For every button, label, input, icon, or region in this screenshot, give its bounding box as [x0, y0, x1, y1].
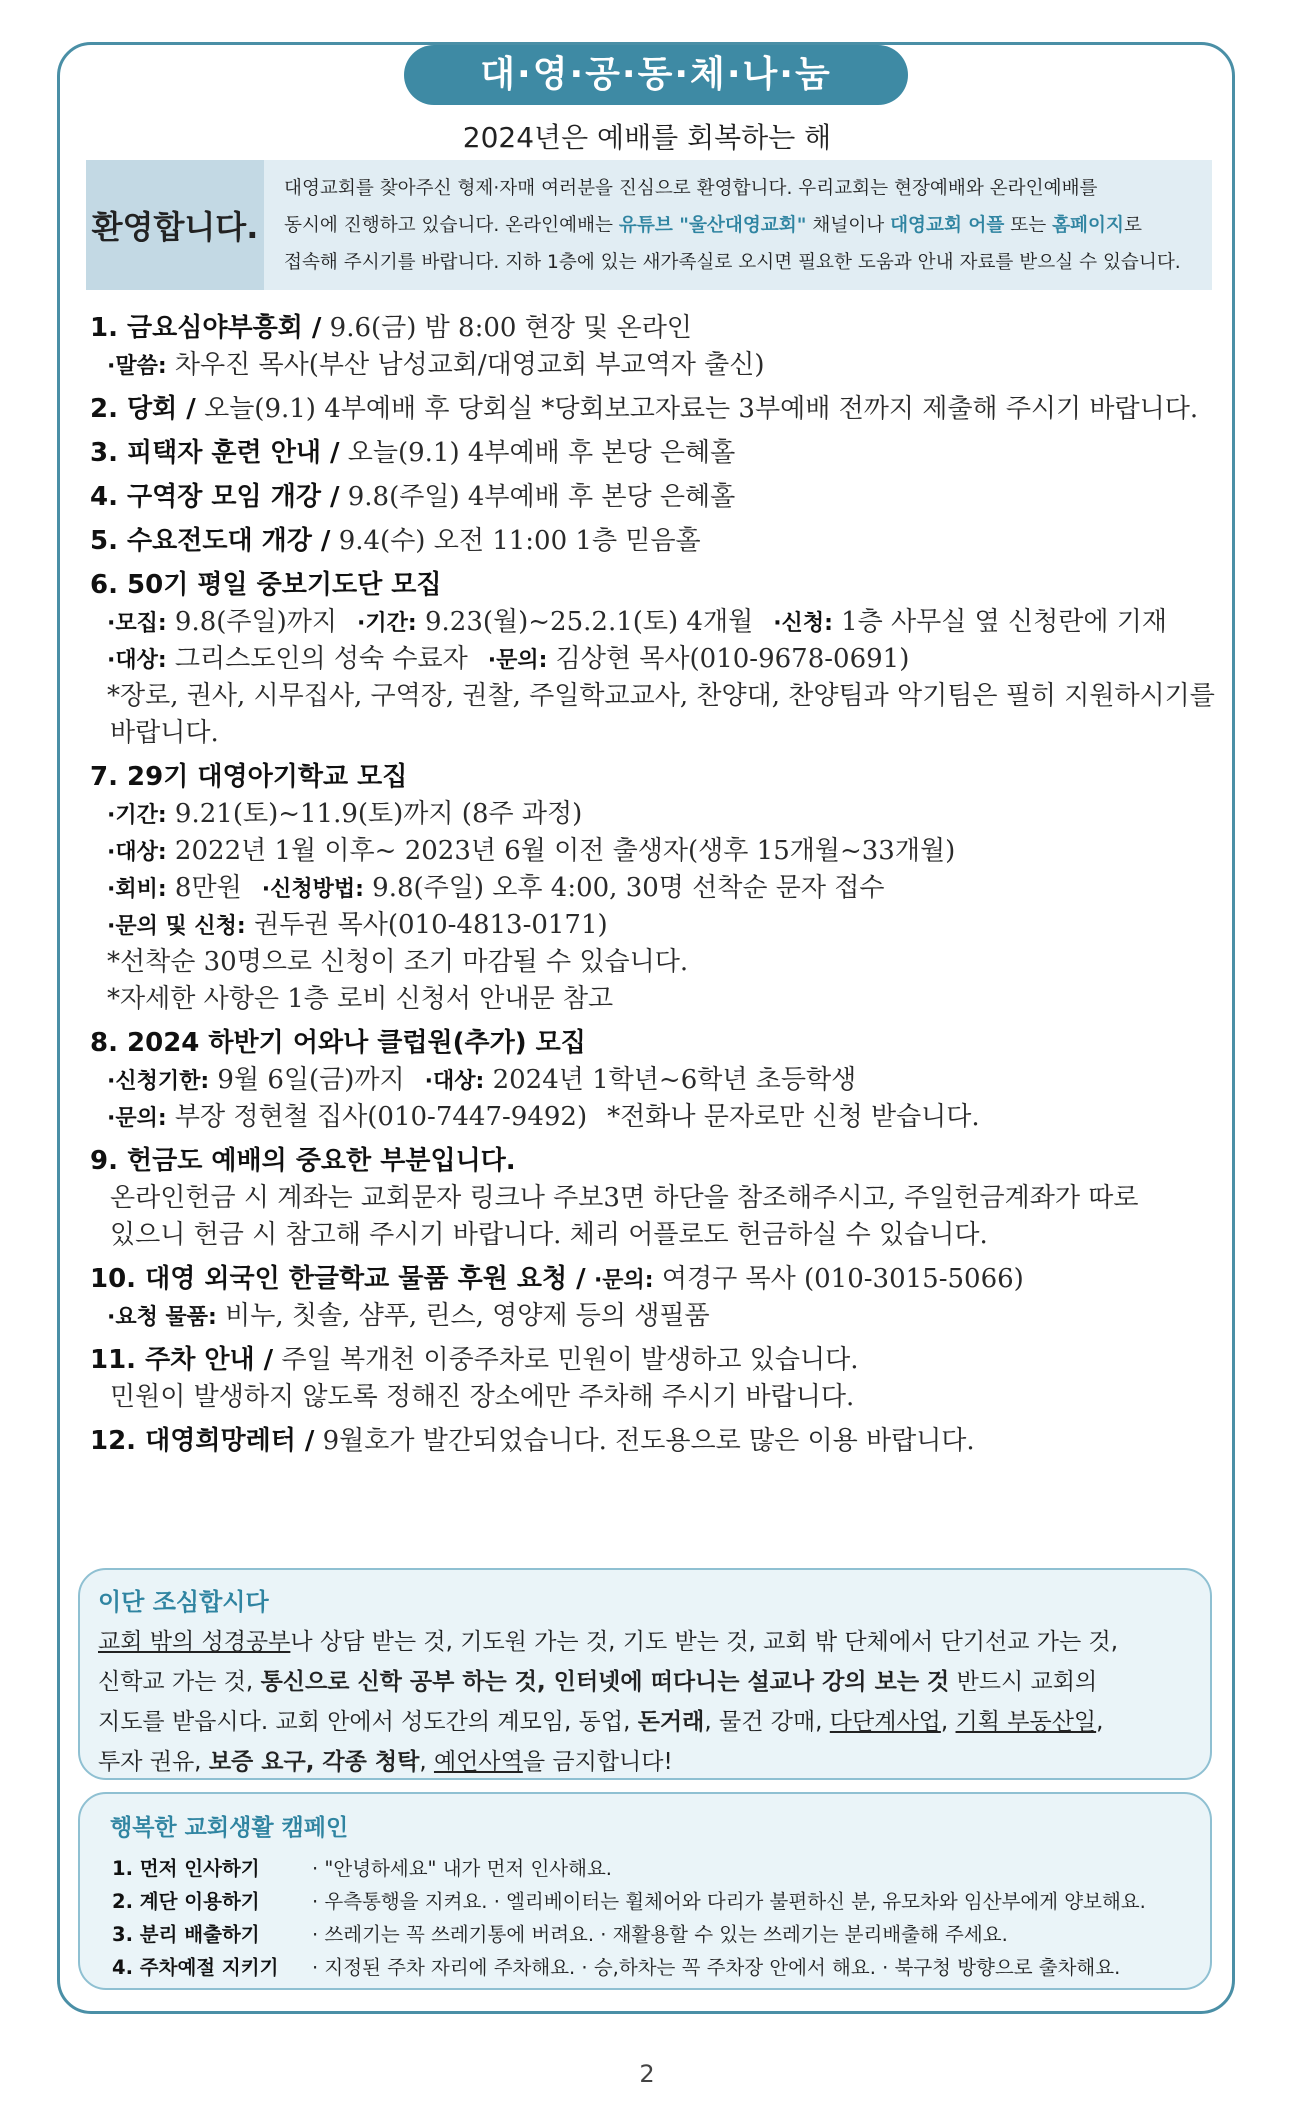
- item-heading: 3. 피택자 훈련 안내 /: [90, 438, 340, 468]
- heresy-warning-text: [98, 1622, 1184, 1782]
- warning-text-span: 지도를 받읍시다. 교회 안에서 성도간의 계모임, 동업,: [98, 1709, 638, 1735]
- campaign-row: [110, 1951, 1184, 1984]
- campaign-row: [110, 1918, 1184, 1951]
- item-heading: 8. 2024 하반기 어와나 클럽원(추가) 모집: [90, 1028, 586, 1058]
- item-label: ·신청:: [773, 611, 833, 636]
- warning-text-span: , 물건 강매,: [704, 1709, 830, 1735]
- welcome-text-span: 채널이나: [806, 215, 891, 236]
- item-text: 그리스도인의 성숙 수료자: [166, 644, 468, 674]
- announcement-item-9: [90, 1143, 1220, 1254]
- announcement-item-3: [90, 435, 1220, 472]
- item-text: 9월 6일(금)까지: [209, 1065, 405, 1095]
- campaign-row-text: · 쓰레기는 꼭 쓰레기통에 버려요. · 재활용할 수 있는 쓰레기는 분리배출해 주세요.: [312, 1923, 1008, 1946]
- warning-text-span: ,: [419, 1749, 434, 1775]
- item-text: 김상현 목사(010-9678-0691): [547, 644, 910, 674]
- item-heading: 4. 구역장 모임 개강 /: [90, 482, 340, 512]
- item-heading: 9. 헌금도 예배의 중요한 부분입니다.: [90, 1146, 516, 1176]
- item-label: ·문의 및 신청:: [107, 914, 246, 939]
- item-text: 8만원: [166, 873, 242, 903]
- item-text: 권두권 목사(010-4813-0171): [245, 910, 608, 940]
- heresy-warning-title: 이단 조심합시다: [98, 1588, 269, 1616]
- campaign-row: [110, 1885, 1184, 1918]
- item-text: 9.8(주일) 4부예배 후 본당 은혜홀: [339, 482, 736, 512]
- page-title: 대·영·공·동·체·나·눔: [404, 45, 908, 105]
- item-heading: 11. 주차 안내 /: [90, 1345, 274, 1375]
- warning-text-span: 을 금지합니다!: [522, 1749, 673, 1775]
- campaign-row-name: 1. 먼저 인사하기: [112, 1857, 260, 1880]
- warning-text-span: 반드시 교회의: [949, 1669, 1098, 1695]
- welcome-line: [284, 207, 1196, 244]
- campaign-row-text: · 지정된 주차 자리에 주차해요. · 승,하차는 꼭 주차장 안에서 해요. · 북구청 방향으로 출차해요.: [312, 1956, 1121, 1979]
- campaign-title: 행복한 교회생활 캠페인: [110, 1815, 349, 1841]
- announcement-item-6: [90, 567, 1220, 752]
- item-label: ·대상:: [107, 840, 167, 865]
- warning-text-span: 나 상담 받는 것, 기도원 가는 것, 기도 받는 것, 교회 밖 단체에서 단기선교 가는 것,: [290, 1629, 1119, 1655]
- item-heading: 1. 금요심야부흥회 /: [90, 313, 322, 343]
- warning-text-span: 교회 밖의 성경공부: [98, 1629, 291, 1655]
- warning-text-span: 예언사역: [433, 1749, 523, 1775]
- homepage: 홈페이지: [1052, 215, 1124, 236]
- item-note: *선착순 30명으로 신청이 조기 마감될 수 있습니다.: [107, 947, 689, 977]
- item-text: 여경구 목사 (010-3015-5066): [653, 1264, 1024, 1294]
- announcement-item-2: [90, 391, 1220, 428]
- item-label: ·기간:: [357, 611, 417, 636]
- item-text: 주일 복개천 이중주차로 민원이 발생하고 있습니다.: [273, 1345, 859, 1375]
- item-text: 9.21(토)~11.9(토)까지 (8주 과정): [166, 799, 583, 829]
- item-note: *자세한 사항은 1층 로비 신청서 안내문 참고: [107, 984, 614, 1014]
- item-label: ·모집:: [107, 611, 167, 636]
- campaign-row: [110, 1852, 1184, 1885]
- item-text: 민원이 발생하지 않도록 정해진 장소에만 주차해 주시기 바랍니다.: [110, 1382, 855, 1412]
- item-label: ·문의:: [107, 1106, 167, 1131]
- announcement-item-8: [90, 1025, 1220, 1136]
- announcement-item-11: [90, 1342, 1220, 1416]
- announcement-item-5: [90, 523, 1220, 560]
- item-label: ·대상:: [424, 1069, 485, 1094]
- item-text: 2024년 1학년~6학년 초등학생: [484, 1065, 857, 1095]
- welcome-line: 대영교회를 찾아주신 형제·자매 여러분을 진심으로 환영합니다. 우리교회는 현장예배와 온라인예배를: [284, 178, 1098, 199]
- announcement-item-7: [90, 759, 1220, 1018]
- item-label: ·신청방법:: [261, 877, 364, 902]
- warning-text-span: 다단계사업: [829, 1709, 941, 1735]
- announcement-item-10: [90, 1261, 1220, 1335]
- item-text: 있으니 헌금 시 참고해 주시기 바랍니다. 체리 어플로도 헌금하실 수 있습니다.: [110, 1220, 988, 1250]
- church-app: 대영교회 어플: [890, 215, 1005, 236]
- item-text: 오늘(9.1) 4부예배 후 당회실 *당회보고자료는 3부예배 전까지 제출해 주시기 바랍니다.: [195, 394, 1199, 424]
- warning-text-span: 투자 권유,: [98, 1749, 209, 1775]
- youtube-channel: 유튜브 "울산대영교회": [618, 215, 807, 236]
- campaign-row-text: · "안녕하세요" 내가 먼저 인사해요.: [312, 1857, 613, 1880]
- item-label: ·문의:: [593, 1268, 654, 1293]
- item-text: 1층 사무실 옆 신청란에 기재: [832, 607, 1168, 637]
- item-note: 바랍니다.: [110, 718, 219, 748]
- warning-text-span: 신학교 가는 것,: [98, 1669, 261, 1695]
- welcome-text: [264, 160, 1212, 290]
- item-text: 9월호가 발간되었습니다. 전도용으로 많은 이용 바랍니다.: [314, 1426, 975, 1456]
- warning-text-span: ,: [1096, 1709, 1104, 1735]
- item-text: 9.6(금) 밤 8:00 현장 및 온라인: [321, 313, 692, 343]
- announcement-item-1: [90, 310, 1220, 384]
- item-label: ·회비:: [107, 877, 167, 902]
- warning-text-span: 돈거래: [637, 1709, 705, 1735]
- item-text: 9.8(주일) 오후 4:00, 30명 선착순 문자 접수: [363, 873, 885, 903]
- item-label: ·대상:: [107, 648, 167, 673]
- welcome-box: [86, 160, 1212, 290]
- warning-text-span: ,: [940, 1709, 956, 1735]
- item-text: 비누, 칫솔, 샴푸, 린스, 영양제 등의 생필품: [216, 1301, 710, 1331]
- item-text: 9.8(주일)까지: [166, 607, 338, 637]
- item-label: ·기간:: [107, 803, 167, 828]
- warning-text-span: 보증 요구, 각종 청탁: [208, 1749, 420, 1775]
- campaign-row-name: 4. 주차예절 지키기: [112, 1956, 279, 1979]
- item-note: *전화나 문자로만 신청 받습니다.: [607, 1102, 980, 1132]
- announcement-item-12: [90, 1423, 1220, 1460]
- heresy-warning-box: [78, 1568, 1212, 1780]
- item-heading: 7. 29기 대영아기학교 모집: [90, 762, 408, 792]
- page-subtitle: 2024년은 예배를 회복하는 해: [462, 121, 832, 154]
- welcome-heading: 환영합니다.: [86, 160, 264, 290]
- item-text: 9.23(월)~25.2.1(토) 4개월: [416, 607, 754, 637]
- item-label: ·신청기한:: [107, 1069, 210, 1094]
- item-text: 온라인헌금 시 계좌는 교회문자 링크나 주보3면 하단을 참조해주시고, 주일헌금계좌가 따로: [110, 1183, 1139, 1213]
- item-text: 부장 정현철 집사(010-7447-9492): [166, 1102, 588, 1132]
- welcome-text-span: 또는: [1004, 215, 1053, 236]
- item-label: ·말씀:: [107, 354, 167, 379]
- item-text: 9.4(수) 오전 11:00 1층 믿음홀: [330, 526, 701, 556]
- welcome-line: 접속해 주시기를 바랍니다. 지하 1층에 있는 새가족실로 오시면 필요한 도움과 안내 자료를 받으실 수 있습니다.: [284, 252, 1181, 273]
- item-note: *장로, 권사, 시무집사, 구역장, 권찰, 주일학교교사, 찬양대, 찬양팀과 악기팀은 필히 지원하시기를: [107, 681, 1215, 711]
- item-label: ·요청 물품:: [107, 1305, 217, 1330]
- announcement-item-4: [90, 479, 1220, 516]
- campaign-row-text: · 우측통행을 지켜요. · 엘리베이터는 휠체어와 다리가 불편하신 분, 유모차와 임산부에게 양보해요.: [312, 1890, 1146, 1913]
- item-heading: 2. 당회 /: [90, 394, 196, 424]
- item-heading: 10. 대영 외국인 한글학교 물품 후원 요청 /: [90, 1264, 586, 1294]
- warning-text-span: 통신으로 신학 공부 하는 것, 인터넷에 떠다니는 설교나 강의 보는 것: [260, 1669, 950, 1695]
- item-text: 2022년 1월 이후~ 2023년 6월 이전 출생자(생후 15개월~33개월): [166, 836, 956, 866]
- welcome-text-span: 동시에 진행하고 있습니다. 온라인예배는: [284, 215, 619, 236]
- announcement-list: [90, 310, 1220, 1460]
- campaign-row-name: 2. 계단 이용하기: [112, 1890, 260, 1913]
- item-heading: 6. 50기 평일 중보기도단 모집: [90, 570, 442, 600]
- page-number: 2: [639, 2060, 655, 2088]
- item-text: 오늘(9.1) 4부예배 후 본당 은혜홀: [339, 438, 736, 468]
- item-label: ·문의:: [487, 648, 548, 673]
- warning-text-span: 기획 부동산일: [955, 1709, 1097, 1735]
- campaign-row-name: 3. 분리 배출하기: [112, 1923, 260, 1946]
- item-heading: 12. 대영희망레터 /: [90, 1426, 315, 1456]
- item-heading: 5. 수요전도대 개강 /: [90, 526, 331, 556]
- welcome-text-span: 로: [1123, 215, 1142, 236]
- item-text: 차우진 목사(부산 남성교회/대영교회 부교역자 출신): [166, 350, 765, 380]
- church-life-campaign-box: [78, 1792, 1212, 1990]
